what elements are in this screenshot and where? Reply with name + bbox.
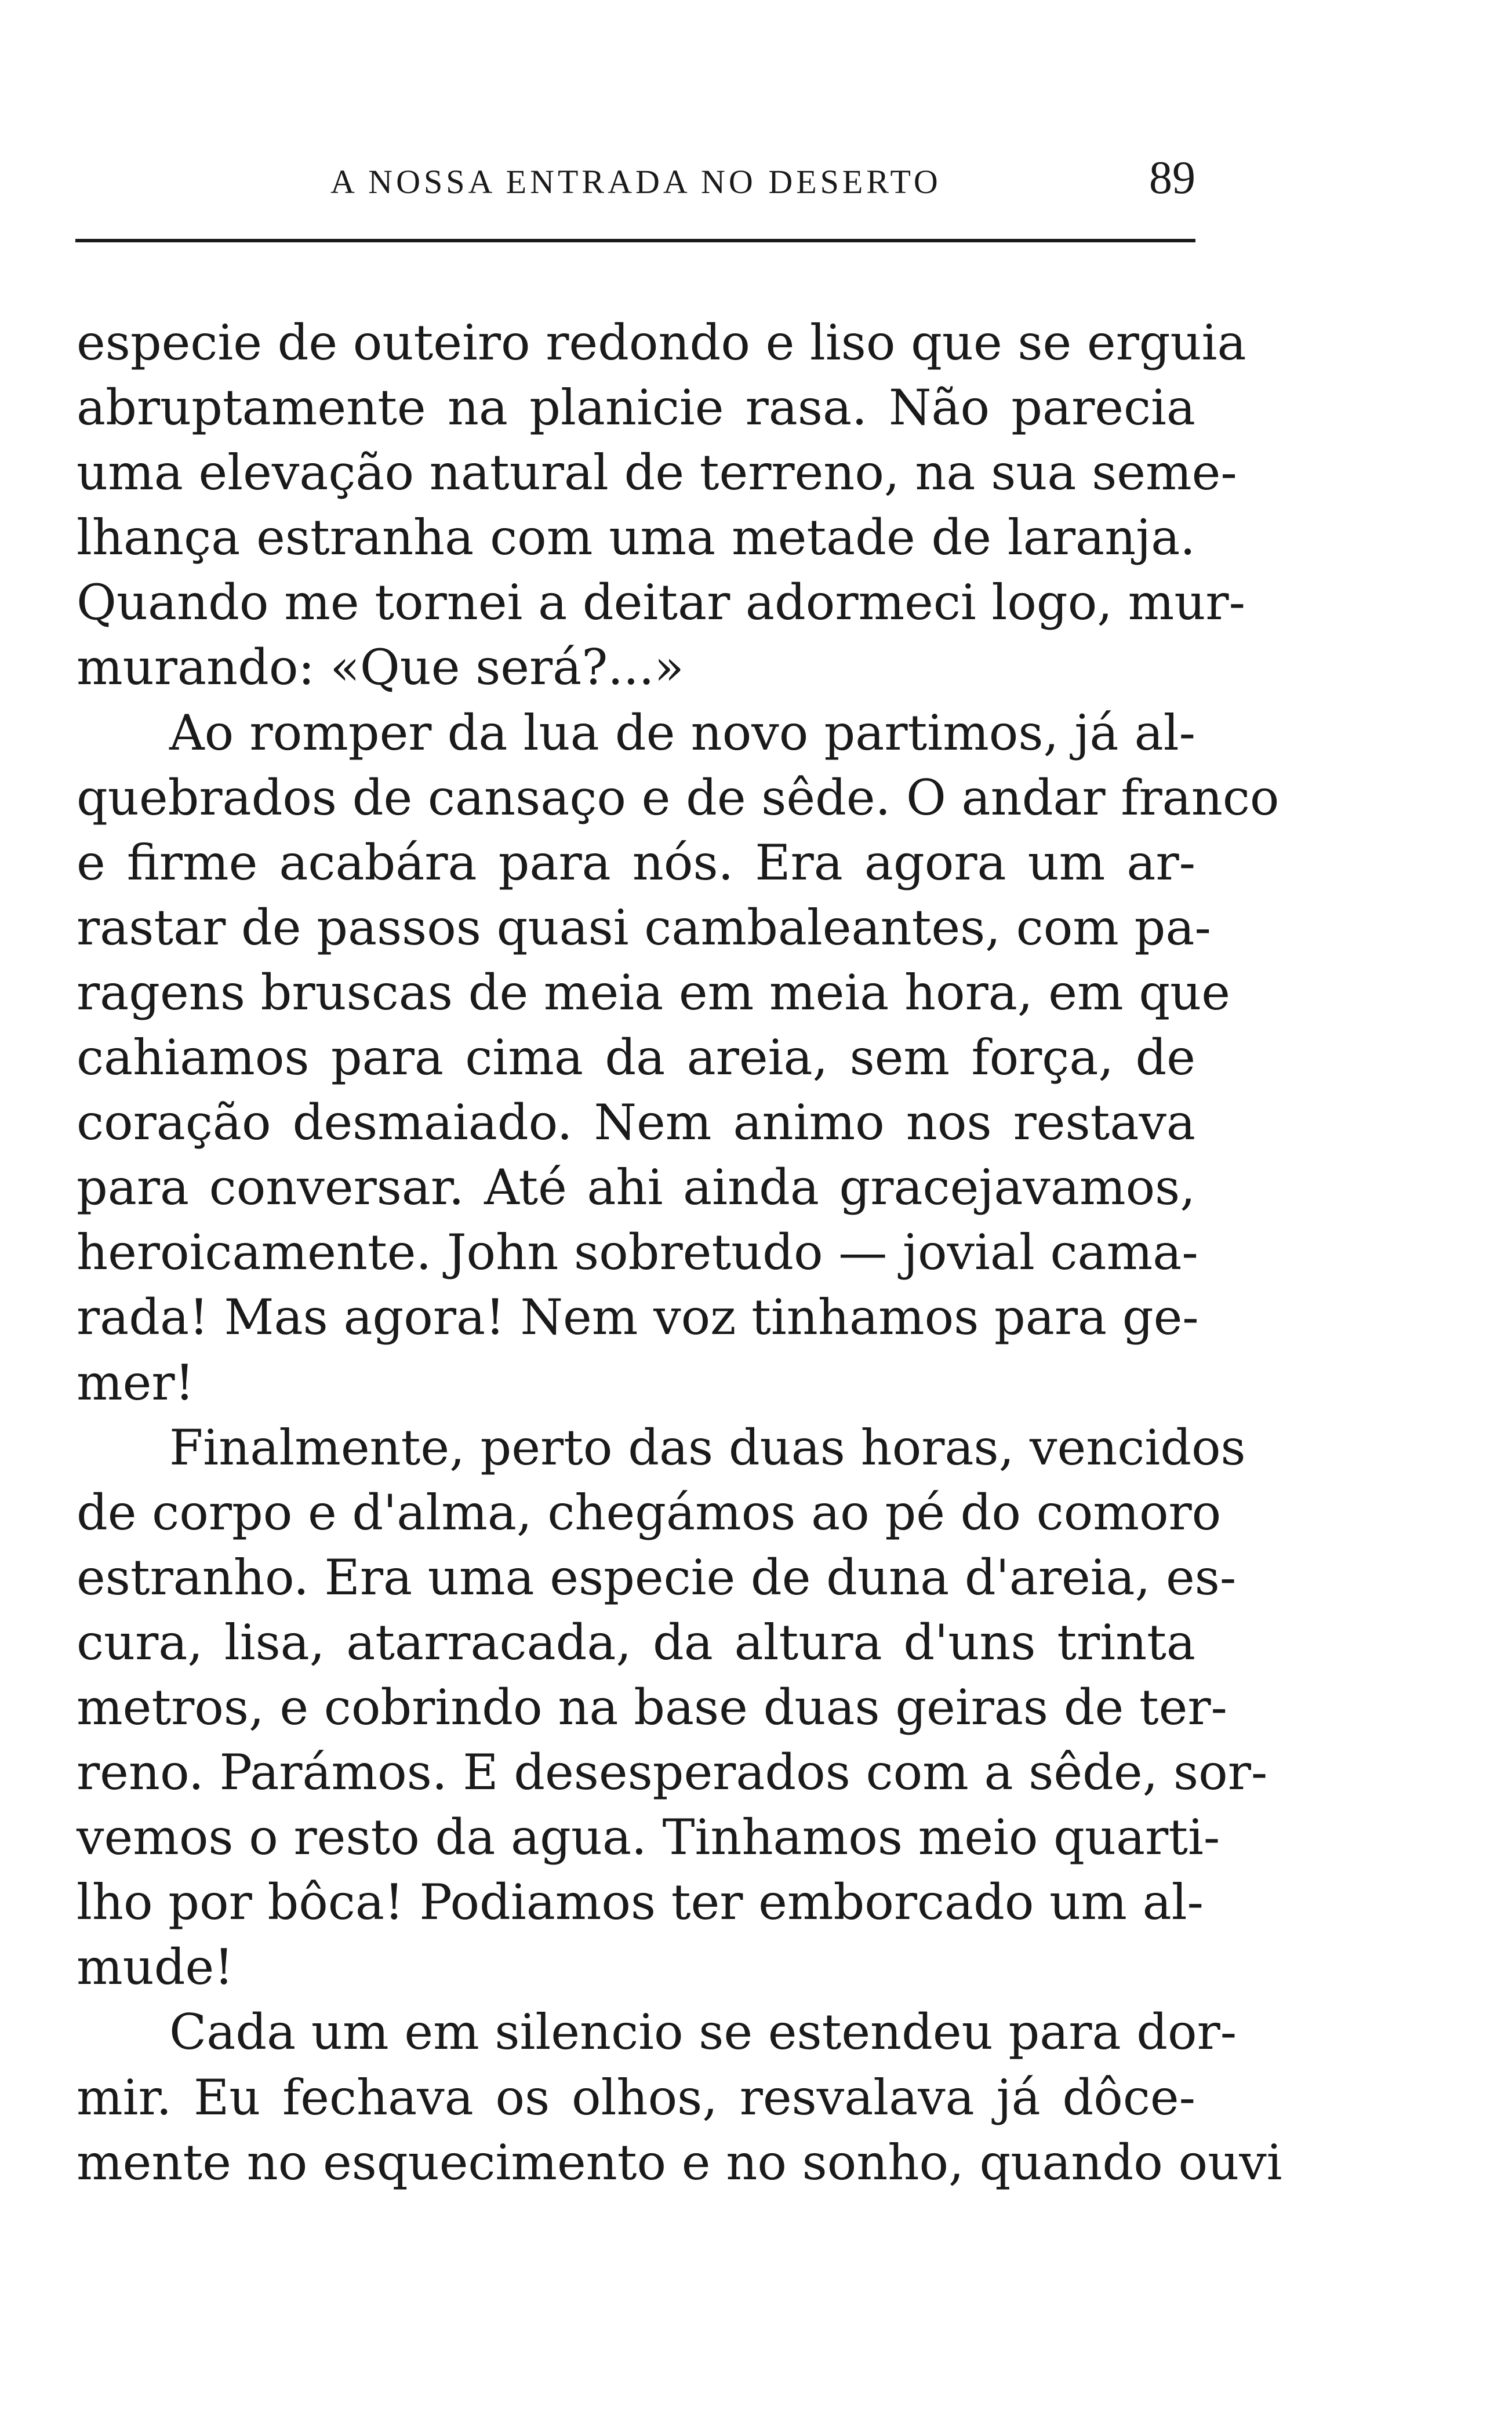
text-line: mer! [77, 1354, 195, 1411]
text-line: lho por bôca! Podiamos ter emborcado um al- [77, 1874, 1204, 1931]
text-line: e firme acabára para nós. Era agora um ar- [77, 834, 1195, 891]
running-title: A NOSSA ENTRADA NO DESERTO [330, 163, 942, 201]
header-rule [75, 239, 1195, 242]
text-line: especie de outeiro redondo e liso que se erguia [77, 314, 1246, 371]
text-line: reno. Parámos. E desesperados com a sêde, sor- [77, 1744, 1268, 1801]
text-line: uma elevação natural de terreno, na sua seme- [77, 444, 1237, 501]
text-line: Quando me tornei a deitar adormeci logo, mur- [77, 574, 1245, 631]
text-line: cahiamos para cima da areia, sem força, de [77, 1029, 1195, 1086]
text-line: para conversar. Até ahi ainda gracejavamos, [77, 1159, 1195, 1216]
text-line: cura, lisa, atarracada, da altura d'uns trinta [77, 1613, 1195, 1671]
text-line: de corpo e d'alma, chegámos ao pé do comoro [77, 1484, 1222, 1541]
text-line: ragens bruscas de meia em meia hora, em que [77, 964, 1230, 1021]
text-line: rada! Mas agora! Nem voz tinhamos para ge- [77, 1289, 1199, 1346]
text-line: heroicamente. John sobretudo — jovial cama- [77, 1224, 1198, 1281]
text-line: quebrados de cansaço e de sêde. O andar franco [77, 769, 1280, 826]
text-line: estranho. Era uma especie de duna d'areia, es- [77, 1549, 1237, 1606]
text-line: murando: «Que será?...» [77, 639, 684, 696]
page-number: 89 [1149, 152, 1195, 203]
text-line: rastar de passos quasi cambaleantes, com pa- [77, 899, 1211, 956]
text-line: mente no esquecimento e no sonho, quando ouvi [77, 2133, 1282, 2191]
text-line: lhança estranha com uma metade de laranja. [77, 509, 1195, 566]
text-line: mir. Eu fechava os olhos, resvalava já dôce- [77, 2069, 1195, 2126]
paragraph-first-line: Cada um em silencio se estendeu para dor- [169, 2004, 1237, 2061]
text-line: abruptamente na planicie rasa. Não parecia [77, 379, 1195, 437]
page-header [81, 152, 1195, 204]
text-line: vemos o resto da agua. Tinhamos meio quarti- [77, 1809, 1220, 1866]
text-line: metros, e cobrindo na base duas geiras de ter- [77, 1678, 1227, 1736]
text-line: mude! [77, 1939, 234, 1996]
text-line: coração desmaiado. Nem animo nos restava [77, 1094, 1195, 1151]
paragraph-first-line: Ao romper da lua de novo partimos, já al- [169, 704, 1195, 761]
body-text [77, 310, 1282, 2195]
paragraph-first-line: Finalmente, perto das duas horas, vencidos [169, 1419, 1246, 1476]
